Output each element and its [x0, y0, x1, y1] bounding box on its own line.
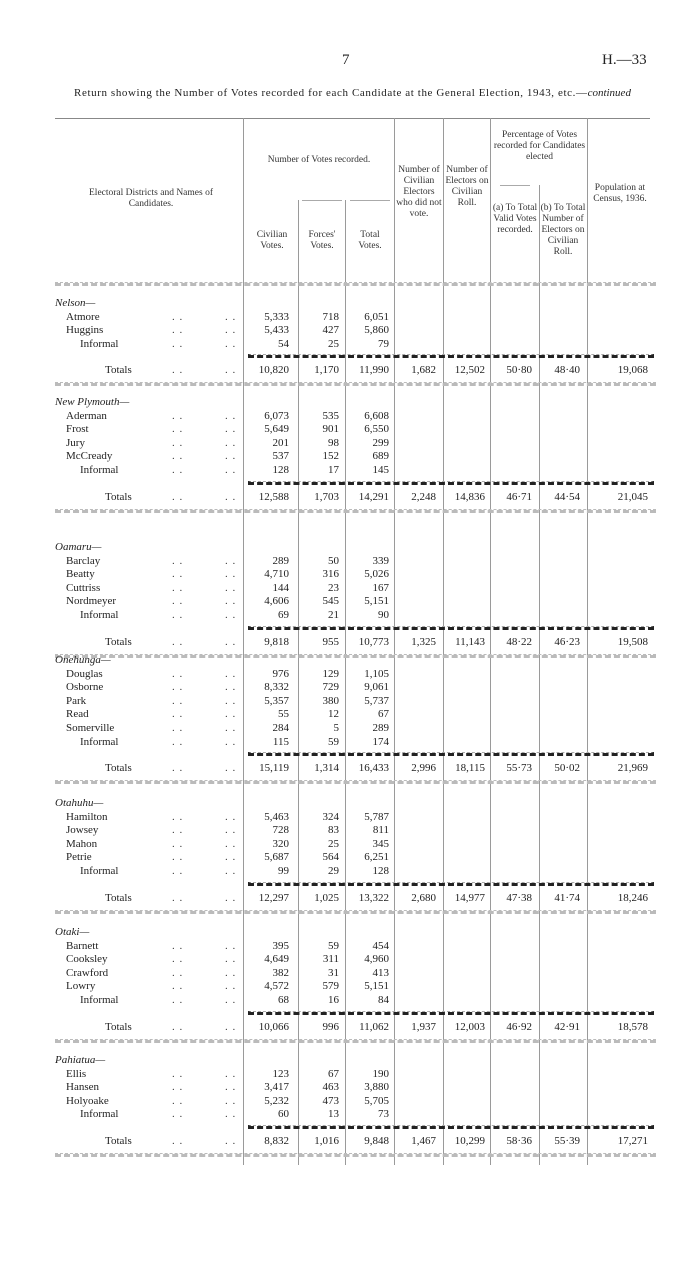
informal-label: Informal	[80, 337, 119, 350]
candidate-name: Hansen	[66, 1081, 99, 1094]
totals-population: 19,068	[617, 364, 648, 377]
candidate-name: Huggins	[66, 324, 104, 337]
forces-votes: 545	[322, 595, 339, 608]
forces-votes: 16	[328, 994, 339, 1006]
totals-pct-b: 55·39	[554, 1135, 580, 1147]
total-votes: 73	[378, 1108, 389, 1121]
totals-rule	[248, 626, 654, 630]
candidate-name: Nordmeyer	[66, 595, 117, 608]
total-votes: 454	[372, 939, 389, 952]
header-district: Electoral Districts and Names of Candidates.	[89, 188, 213, 209]
header-total-votes: Total Votes.	[358, 230, 382, 251]
civilian-votes: 728	[272, 824, 289, 837]
civilian-votes: 60	[278, 1108, 289, 1121]
total-votes: 413	[372, 966, 389, 979]
district-name: Onehunga—	[55, 654, 111, 666]
district-name: New Plymouth—	[55, 396, 130, 408]
total-votes: 174	[372, 735, 389, 748]
civilian-votes: 5,687	[264, 851, 289, 864]
informal-label: Informal	[80, 735, 119, 748]
totals-forces: 1,314	[314, 762, 339, 775]
forces-votes: 380	[322, 694, 339, 707]
totals-total: 13,322	[358, 891, 389, 904]
totals-forces: 1,703	[314, 490, 339, 503]
candidate-name: Hamilton	[66, 810, 108, 823]
civilian-votes: 5,463	[264, 810, 289, 823]
section-rule	[55, 780, 656, 784]
forces-votes: 25	[328, 837, 339, 850]
totals-pct-b: 42·91	[554, 1020, 580, 1033]
civilian-votes: 5,232	[264, 1094, 289, 1107]
total-votes: 6,550	[364, 423, 389, 436]
totals-population: 18,246	[617, 891, 648, 904]
civilian-votes: 5,333	[264, 310, 289, 323]
civilian-votes: 4,649	[264, 953, 289, 966]
civilian-votes: 5,649	[264, 423, 289, 436]
civilian-votes: 976	[272, 667, 289, 680]
section-rule	[55, 654, 656, 658]
section-rule	[55, 1153, 656, 1157]
candidate-name: Cuttriss	[66, 581, 101, 594]
section-rule	[55, 382, 656, 386]
totals-label: Totals	[105, 635, 132, 648]
candidate-name: Jowsey	[66, 824, 99, 837]
forces-votes: 129	[322, 667, 339, 680]
totals-pct-a: 58·36	[506, 1135, 532, 1147]
informal-label: Informal	[80, 609, 119, 621]
totals-not-vote: 1,937	[411, 1020, 436, 1033]
totals-population: 18,578	[617, 1020, 648, 1033]
forces-votes: 50	[328, 554, 339, 567]
totals-civilian: 15,119	[259, 762, 289, 775]
totals-not-vote: 1,325	[411, 635, 436, 648]
candidate-name: Read	[66, 708, 89, 721]
totals-forces: 1,025	[314, 891, 339, 904]
candidate-name: Mahon	[66, 837, 98, 850]
header-not-vote: Number of Civilian Electors who did not vote.	[396, 165, 442, 219]
civilian-votes: 55	[278, 708, 289, 721]
total-votes: 128	[372, 865, 389, 877]
candidate-name: Beatty	[66, 568, 95, 581]
totals-electors: 18,115	[455, 762, 485, 775]
total-votes: 3,880	[364, 1081, 389, 1094]
district-name: Pahiatua—	[55, 1054, 106, 1066]
totals-total: 9,848	[364, 1135, 389, 1147]
total-votes: 84	[378, 994, 389, 1006]
forces-votes: 25	[328, 337, 339, 350]
totals-pct-b: 44·54	[554, 490, 580, 503]
totals-not-vote: 2,996	[411, 762, 436, 775]
total-votes: 9,061	[364, 681, 389, 694]
totals-pct-a: 47·38	[506, 891, 532, 904]
total-votes: 5,705	[364, 1094, 389, 1107]
civilian-votes: 537	[272, 450, 289, 463]
totals-label: Totals	[105, 1135, 132, 1147]
header-forces-votes: Forces' Votes.	[308, 230, 336, 251]
district-name: Otahuhu—	[55, 797, 104, 809]
civilian-votes: 123	[272, 1067, 289, 1080]
district-name: Otaki—	[55, 926, 90, 938]
totals-electors: 10,299	[454, 1135, 485, 1147]
civilian-votes: 144	[272, 581, 289, 594]
totals-total: 10,773	[358, 635, 389, 648]
totals-label: Totals	[105, 364, 132, 377]
total-votes: 345	[372, 837, 389, 850]
total-votes: 5,860	[364, 324, 389, 337]
forces-votes: 17	[328, 464, 339, 476]
informal-label: Informal	[80, 994, 119, 1006]
total-votes: 6,051	[364, 310, 389, 323]
candidate-name: McCready	[66, 450, 113, 463]
total-votes: 339	[372, 554, 389, 567]
table-title-main: Return showing the Number of Votes recorded for each Candidate at the General Election, 1943, etc.—	[74, 87, 588, 99]
total-votes: 5,151	[364, 595, 389, 608]
votes-table: Electoral Districts and Names of Candidates. Number of Votes recorded. Civilian Votes. Forces' Votes. Total Votes. Number of Civilian Electors who did not vote. Number of Electors on Civilian Roll. Percentage of Votes recorded for Candidates elected (a) To Total Valid Votes recorded. (b) To Total Number of Electors on Civilian Roll. Population at Census, 1936. Nelson— Atmore . . . . 5,333 718 6,051 Huggins . . . . 5,433 427 5,860 Informal . . . . 54 25 79 Totals . . . . 10,820 1,170 11,990 1,682 12,502 50·80 48·40 19,068 New Plymouth— Aderman . . . . 6,073 535 6,608 Frost . . . . 5,649 901 6,550 Jury . . . . 201 98 299 McCready . . . . 537 152 689 Informal . . . . 128 17 145 Totals . . . . 12,588 1,703 14,291 2,248 14,836 46·71 44·54 21,045 Oamaru— Barclay . . . . 289 50 339 Beatty . . . . 4,710 316 5,026 Cuttriss . . . . 144 23 167 Nordmeyer . . . . 4,606 545 5,151 Informal . . . . 69 21 90 Totals . . . . 9,818 955 10,773 1,325 11,143 48·22 46·23 19,508 Onehunga— Douglas . . . . 976 129 1,105 Osborne . . . . 8,332 729 9,061 Park . . . . 5,357 380 5,737 Read . . . . 55 12 67 Somerville . . . . 284 5 289 Informal . . . . 115 59 174 Totals . . . . 15,119 1,314 16,433 2,996 18,115 55·73 50·02 21,969 Otahuhu— Hamilton . . . . 5,463 324 5,787 Jowsey . . . . 728 83 811 Mahon . . . . 320 25 345 Petrie . . . . 5,687 564 6,251 Informal . . . . 99 29 128 Totals . . . . 12,297 1,025 13,322 2,680 14,977 47·38 41·74 18,246 Otaki— Barnett . . . . 395 59 454 Cooksley . . . . 4,649 311 4,960 Crawford . . . . 382 31 413 Lowry . . . . 4,572 579 5,151 Informal . . . . 68 16 84 Totals . . . . 10,066 996 11,062 1,937 12,003 46·92 42·91 18,578 Pahiatua— Ellis . . . . 123 67 190 Hansen . . . . 3,417 463 3,880 Holyoake . . . . 5,232 473 5,705 Informal . . . . 60 13 73 Totals . . . . 8,832 1,016 9,848 1,467 10,299 58·36 55·39 17,271	[0, 0, 700, 1271]
page-number: 7	[342, 52, 350, 68]
totals-civilian: 8,832	[264, 1135, 289, 1147]
totals-civilian: 9,818	[264, 635, 289, 648]
forces-votes: 427	[322, 324, 339, 337]
totals-civilian: 10,066	[258, 1020, 289, 1033]
candidate-name: Holyoake	[66, 1094, 109, 1107]
totals-electors: 12,003	[454, 1020, 485, 1033]
candidate-name: Osborne	[66, 681, 104, 694]
total-votes: 689	[372, 450, 389, 463]
civilian-votes: 284	[272, 722, 289, 734]
totals-not-vote: 2,248	[411, 490, 436, 503]
totals-civilian: 12,297	[258, 891, 289, 904]
candidate-name: Lowry	[66, 980, 96, 993]
forces-votes: 152	[322, 450, 339, 463]
totals-rule	[248, 1011, 654, 1015]
totals-pct-b: 50·02	[554, 762, 580, 775]
civilian-votes: 5,433	[264, 324, 289, 337]
civilian-votes: 68	[278, 994, 289, 1006]
forces-votes: 718	[322, 310, 339, 323]
header-population: Population at Census, 1936.	[593, 183, 647, 204]
candidate-name: Atmore	[66, 310, 100, 323]
header-pct-b: (b) To Total Number of Electors on Civilian Roll.	[540, 203, 586, 257]
total-votes: 5,737	[364, 694, 389, 707]
totals-total: 14,291	[358, 490, 389, 503]
header-electors: Number of Electors on Civilian Roll.	[445, 165, 489, 208]
forces-votes: 535	[322, 409, 339, 422]
totals-label: Totals	[105, 762, 132, 775]
forces-votes: 13	[328, 1108, 339, 1121]
totals-not-vote: 1,467	[411, 1135, 436, 1147]
civilian-votes: 6,073	[264, 409, 289, 422]
candidate-name: Cooksley	[66, 953, 108, 966]
total-votes: 1,105	[364, 667, 389, 680]
header-percentage: Percentage of Votes recorded for Candidates elected	[493, 130, 586, 162]
civilian-votes: 115	[272, 735, 289, 748]
totals-forces: 1,170	[314, 364, 339, 377]
civilian-votes: 320	[272, 837, 289, 850]
total-votes: 5,026	[364, 568, 389, 581]
civilian-votes: 382	[272, 966, 289, 979]
total-votes: 67	[378, 708, 389, 721]
informal-label: Informal	[80, 1108, 119, 1121]
total-votes: 299	[372, 436, 389, 449]
forces-votes: 67	[328, 1067, 339, 1080]
candidate-name: Somerville	[66, 722, 115, 734]
totals-not-vote: 1,682	[411, 364, 436, 377]
totals-civilian: 10,820	[258, 364, 289, 377]
totals-pct-b: 46·23	[554, 635, 580, 648]
candidate-name: Barnett	[66, 939, 99, 952]
forces-votes: 31	[328, 966, 339, 979]
totals-forces: 955	[322, 635, 339, 648]
civilian-votes: 4,572	[264, 980, 289, 993]
forces-votes: 98	[328, 436, 339, 449]
candidate-name: Park	[66, 694, 87, 707]
total-votes: 6,608	[364, 409, 389, 422]
totals-rule	[248, 354, 654, 358]
totals-electors: 11,143	[455, 635, 485, 648]
total-votes: 5,151	[364, 980, 389, 993]
forces-votes: 12	[328, 708, 339, 721]
total-votes: 79	[378, 337, 389, 350]
civilian-votes: 4,606	[264, 595, 289, 608]
forces-votes: 59	[328, 939, 339, 952]
document-reference: H.—33	[602, 52, 647, 68]
totals-population: 17,271	[617, 1135, 648, 1147]
forces-votes: 316	[322, 568, 339, 581]
candidate-name: Petrie	[66, 851, 92, 864]
forces-votes: 59	[328, 735, 339, 748]
header-pct-a: (a) To Total Valid Votes recorded.	[492, 203, 538, 235]
totals-pct-a: 55·73	[506, 762, 532, 775]
totals-civilian: 12,588	[258, 490, 289, 503]
civilian-votes: 8,332	[264, 681, 289, 694]
totals-label: Totals	[105, 490, 132, 503]
forces-votes: 311	[322, 953, 339, 966]
total-votes: 167	[372, 581, 389, 594]
civilian-votes: 69	[278, 609, 289, 621]
candidate-name: Douglas	[66, 667, 103, 680]
section-rule	[55, 910, 656, 914]
totals-rule	[248, 1125, 654, 1129]
civilian-votes: 4,710	[264, 568, 289, 581]
forces-votes: 729	[322, 681, 339, 694]
total-votes: 90	[378, 609, 389, 621]
total-votes: 289	[372, 722, 389, 734]
totals-electors: 14,977	[454, 891, 485, 904]
candidate-name: Aderman	[66, 409, 107, 422]
totals-total: 11,990	[359, 364, 389, 377]
forces-votes: 29	[328, 865, 339, 877]
totals-population: 19,508	[617, 635, 648, 648]
totals-population: 21,045	[617, 490, 648, 503]
totals-not-vote: 2,680	[411, 891, 436, 904]
candidate-name: Frost	[66, 423, 89, 436]
informal-label: Informal	[80, 865, 119, 877]
civilian-votes: 201	[272, 436, 289, 449]
total-votes: 5,787	[364, 810, 389, 823]
totals-label: Totals	[105, 891, 132, 904]
civilian-votes: 99	[278, 865, 289, 877]
candidate-name: Barclay	[66, 554, 101, 567]
forces-votes: 83	[328, 824, 339, 837]
totals-pct-a: 46·92	[506, 1020, 532, 1033]
civilian-votes: 5,357	[264, 694, 289, 707]
district-name: Oamaru—	[55, 541, 102, 553]
totals-population: 21,969	[617, 762, 648, 775]
forces-votes: 21	[328, 609, 339, 621]
totals-electors: 12,502	[454, 364, 485, 377]
forces-votes: 324	[322, 810, 339, 823]
candidate-name: Crawford	[66, 966, 109, 979]
forces-votes: 564	[322, 851, 339, 864]
totals-electors: 14,836	[454, 490, 485, 503]
totals-rule	[248, 481, 654, 485]
forces-votes: 463	[322, 1081, 339, 1094]
total-votes: 190	[372, 1067, 389, 1080]
forces-votes: 579	[322, 980, 339, 993]
forces-votes: 901	[322, 423, 339, 436]
totals-pct-a: 46·71	[506, 490, 532, 503]
forces-votes: 473	[322, 1094, 339, 1107]
totals-total: 11,062	[359, 1020, 389, 1033]
totals-pct-b: 48·40	[554, 364, 580, 377]
total-votes: 811	[372, 824, 389, 837]
forces-votes: 23	[328, 581, 339, 594]
district-name: Nelson—	[55, 297, 96, 309]
totals-forces: 1,016	[314, 1135, 339, 1147]
totals-label: Totals	[105, 1020, 132, 1033]
totals-pct-a: 48·22	[506, 635, 532, 648]
totals-pct-b: 41·74	[554, 891, 580, 904]
section-rule	[55, 1039, 656, 1043]
total-votes: 145	[372, 464, 389, 476]
totals-pct-a: 50·80	[506, 364, 532, 377]
civilian-votes: 289	[272, 554, 289, 567]
totals-rule	[248, 882, 654, 886]
civilian-votes: 3,417	[264, 1081, 289, 1094]
informal-label: Informal	[80, 464, 119, 476]
section-rule	[55, 509, 656, 513]
totals-total: 16,433	[358, 762, 389, 775]
total-votes: 4,960	[364, 953, 389, 966]
totals-forces: 996	[322, 1020, 339, 1033]
civilian-votes: 128	[272, 464, 289, 476]
civilian-votes: 395	[272, 939, 289, 952]
forces-votes: 5	[333, 722, 339, 734]
header-votes-recorded: Number of Votes recorded.	[267, 155, 371, 165]
total-votes: 6,251	[364, 851, 389, 864]
table-title-continued: continued	[587, 87, 631, 99]
civilian-votes: 54	[278, 337, 289, 350]
totals-rule	[248, 752, 654, 756]
candidate-name: Ellis	[66, 1067, 87, 1080]
header-civilian-votes: Civilian Votes.	[256, 230, 288, 251]
candidate-name: Jury	[66, 436, 85, 449]
